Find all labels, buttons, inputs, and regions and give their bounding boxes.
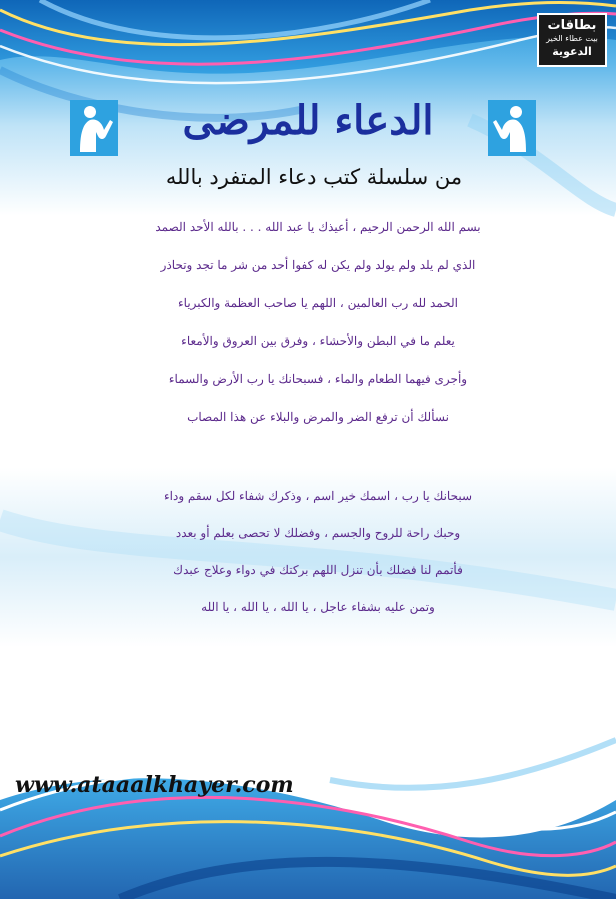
dua-line: نسألك أن ترفع الضر والمرض والبلاء عن هذا المصاب: [187, 410, 449, 424]
logo-line-1: بطاقات: [547, 18, 597, 33]
dua-line: وحبك راحة للروح والجسم ، وفضلك لا تحصى بعلم أو بعدد: [175, 526, 461, 540]
website-link[interactable]: www.ataaalkhayer.com: [15, 772, 294, 798]
page-subtitle: من سلسلة كتب دعاء المتفرد بالله: [165, 165, 463, 189]
logo-line-2: بيت عطاء الخير: [546, 34, 598, 43]
page-title: الدعاء للمرضى: [182, 97, 434, 144]
dua-line: وأجرى فيهما الطعام والماء ، فسبحانك يا رب الأرض والسماء: [168, 372, 468, 386]
logo-line-3: الدعوية: [552, 45, 592, 58]
dua-line: سبحانك يا رب ، اسمك خير اسم ، وذكرك شفاء لكل سقم وداء: [164, 489, 472, 503]
praying-figure-left-icon: [70, 100, 118, 156]
dua-line: الحمد لله رب العالمين ، اللهم يا صاحب العظمة والكبرياء: [178, 296, 458, 310]
dua-line: وتمن عليه بشفاء عاجل ، يا الله ، يا الله ، يا الله: [201, 600, 435, 614]
dua-line: بسم الله الرحمن الرحيم ، أعيذك يا عبد الله . . . بالله الأحد الصمد: [155, 220, 481, 234]
brand-logo: [537, 13, 607, 67]
dua-paragraph-1: [28, 208, 608, 436]
dua-line: الذي لم يلد ولم يولد ولم يكن له كفوا أحد من شر ما تجد وتحاذر: [160, 258, 476, 272]
dua-paragraph-2: [28, 478, 608, 626]
dua-line: يعلم ما في البطن والأحشاء ، وفرق بين العروق والأمعاء: [181, 334, 455, 348]
dua-line: فأتمم لنا فضلك بأن تنزل اللهم بركتك في دواء وعلاج عبدك: [173, 563, 463, 577]
